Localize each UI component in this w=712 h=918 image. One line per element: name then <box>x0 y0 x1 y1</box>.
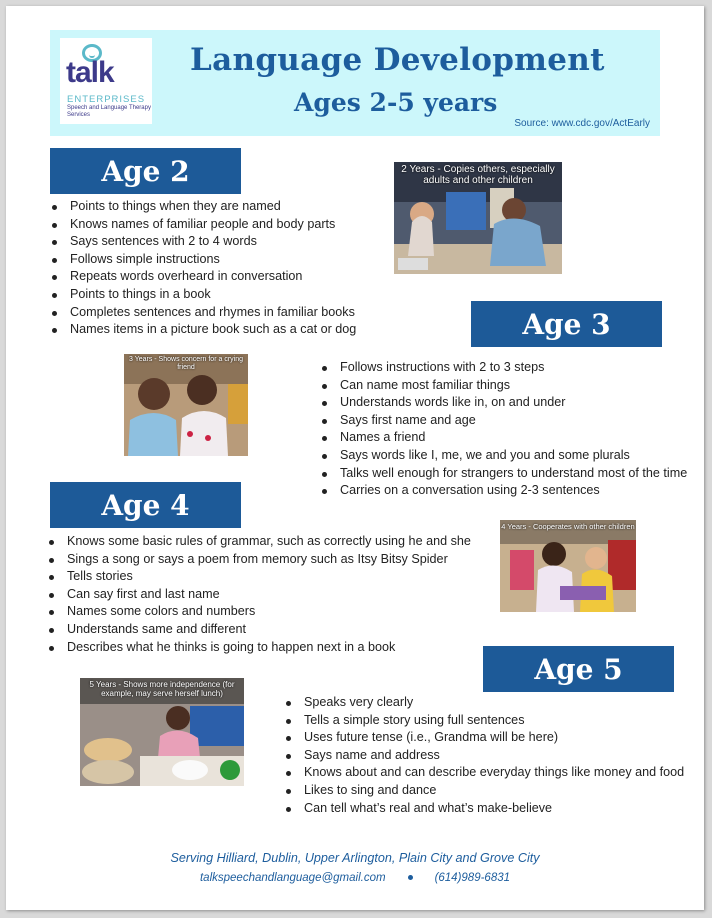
list-item: Can name most familiar things <box>320 377 687 395</box>
list-item: Names a friend <box>320 429 687 447</box>
talk-logo <box>60 38 152 124</box>
service-area: Serving Hilliard, Dublin, Upper Arlington, Plain City and Grove City <box>170 851 540 865</box>
age-2-list <box>50 198 356 339</box>
list-item: Likes to sing and dance <box>284 782 684 800</box>
list-item: Names items in a picture book such as a cat or dog <box>50 321 356 339</box>
list-item: Points to things when they are named <box>50 198 356 216</box>
list-item: Speaks very clearly <box>284 694 684 712</box>
age-4-list <box>47 533 471 656</box>
list-item: Knows some basic rules of grammar, such as correctly using he and she <box>47 533 471 551</box>
list-item: Follows simple instructions <box>50 251 356 269</box>
email-link[interactable]: talkspeechandlanguage@gmail.com <box>199 872 386 884</box>
logo-wordmark: talk <box>66 56 114 89</box>
page-title: Language Development <box>190 42 605 78</box>
list-item: Understands same and different <box>47 621 471 639</box>
photo-caption: 2 Years - Copies others, especially adults and other children <box>401 164 555 186</box>
cooperating-children-photo <box>500 520 636 612</box>
logo-tagline: Speech and Language Therapy Services <box>67 105 151 118</box>
list-item: Points to things in a book <box>50 286 356 304</box>
page-subtitle: Ages 2-5 years <box>294 88 498 117</box>
separator-dot <box>408 875 413 880</box>
photo-caption: 5 Years - Shows more independence (for example, may serve herself lunch) <box>89 680 235 698</box>
list-item: Uses future tense (i.e., Grandma will be here) <box>284 729 684 747</box>
list-item: Says words like I, me, we and you and some plurals <box>320 447 687 465</box>
age-4-photo <box>500 520 636 612</box>
source-credit: Source: www.cdc.gov/ActEarly <box>514 118 650 129</box>
age-2-banner: Age 2 <box>50 148 241 194</box>
age-5-photo <box>80 678 244 786</box>
list-item: Describes what he thinks is going to happen next in a book <box>47 639 471 657</box>
logo-enterprises: ENTERPRISES <box>67 94 146 105</box>
age-4-banner: Age 4 <box>50 482 241 528</box>
photo-caption: 3 Years - Shows concern for a crying friend <box>128 356 243 371</box>
document-page <box>6 6 704 910</box>
age-3-list <box>320 359 687 500</box>
age-3-banner: Age 3 <box>471 301 662 347</box>
list-item: Can say first and last name <box>47 586 471 604</box>
age-5-banner: Age 5 <box>483 646 674 692</box>
photo-caption: 4 Years - Cooperates with other children <box>501 522 635 531</box>
contact-line <box>6 872 704 884</box>
list-item: Says sentences with 2 to 4 words <box>50 233 356 251</box>
list-item: Tells a simple story using full sentences <box>284 712 684 730</box>
list-item: Names some colors and numbers <box>47 603 471 621</box>
list-item: Knows names of familiar people and body parts <box>50 216 356 234</box>
list-item: Follows instructions with 2 to 3 steps <box>320 359 687 377</box>
age-5-list <box>284 694 684 817</box>
header-banner <box>50 30 660 136</box>
list-item: Sings a song or says a poem from memory such as Itsy Bitsy Spider <box>47 551 471 569</box>
age-2-photo <box>394 162 562 274</box>
list-item: Says first name and age <box>320 412 687 430</box>
list-item: Carries on a conversation using 2-3 sentences <box>320 482 687 500</box>
age-3-photo <box>124 354 248 456</box>
list-item: Can tell what’s real and what’s make-believe <box>284 800 684 818</box>
list-item: Repeats words overheard in conversation <box>50 268 356 286</box>
list-item: Completes sentences and rhymes in familiar books <box>50 304 356 322</box>
list-item: Says name and address <box>284 747 684 765</box>
list-item: Knows about and can describe everyday things like money and food <box>284 764 684 782</box>
list-item: Talks well enough for strangers to understand most of the time <box>320 465 687 483</box>
list-item: Understands words like in, on and under <box>320 394 687 412</box>
list-item: Tells stories <box>47 568 471 586</box>
phone-number[interactable]: (614)989-6831 <box>434 872 511 884</box>
